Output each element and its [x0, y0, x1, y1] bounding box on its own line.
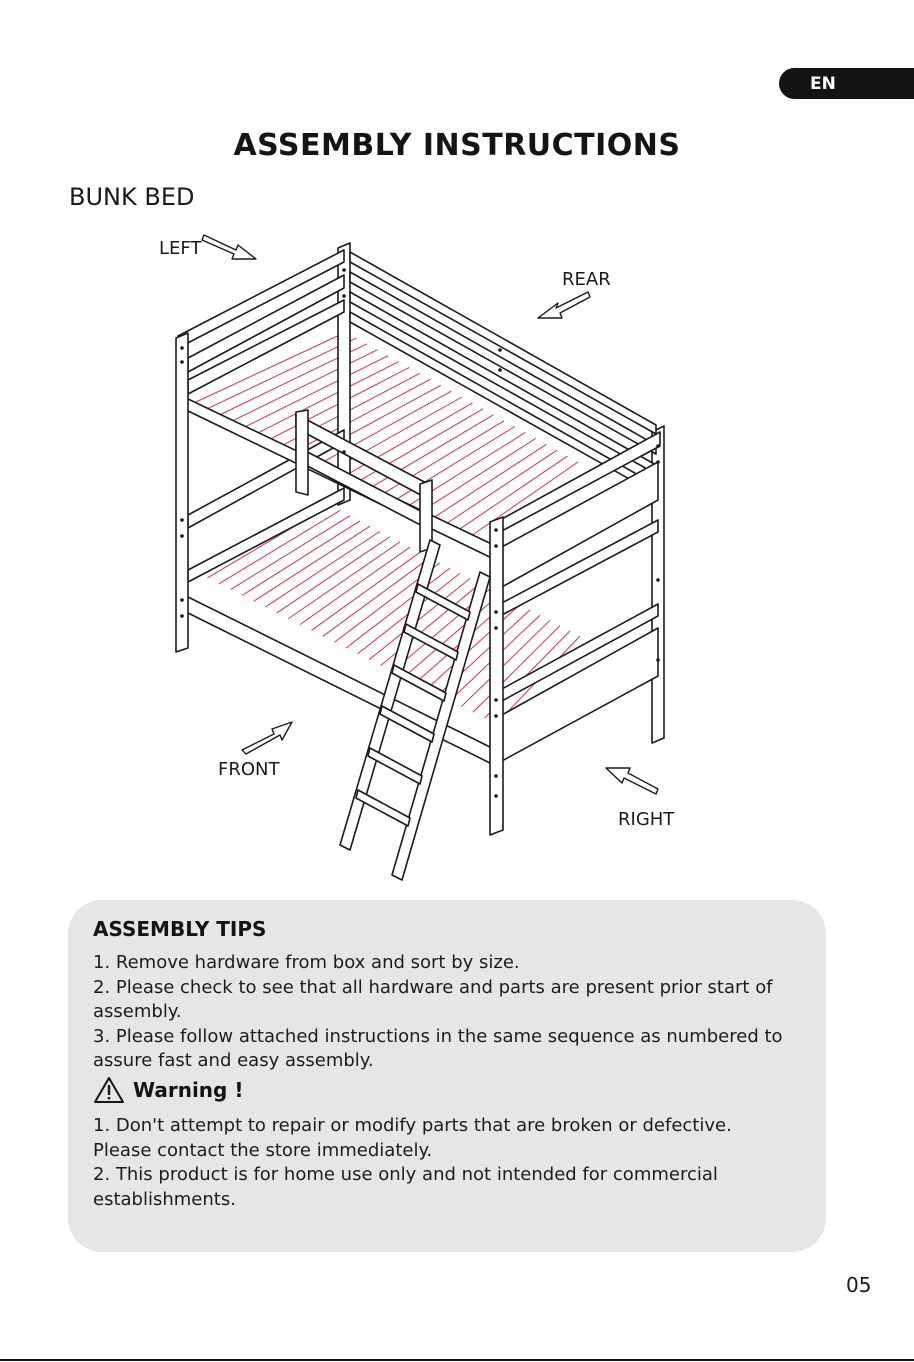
- tip-item: 3. Please follow attached instructions in the same sequence as numbered to assure fast and easy assembly.: [93, 1025, 783, 1071]
- warning-heading: [93, 1075, 243, 1105]
- bottom-divider: [0, 1359, 914, 1361]
- page-title: ASSEMBLY INSTRUCTIONS: [233, 128, 681, 163]
- tips-list: [93, 951, 803, 1074]
- assembly-tips-box: [68, 900, 826, 1252]
- page-number: 05: [846, 1273, 872, 1297]
- language-tab-label: EN: [810, 73, 836, 94]
- tip-item: 2. Please check to see that all hardware and parts are present prior start of assembly.: [93, 976, 773, 1022]
- label-front: FRONT: [218, 759, 280, 780]
- label-rear: REAR: [562, 269, 611, 290]
- tips-title: ASSEMBLY TIPS: [93, 917, 267, 941]
- language-tab: [779, 68, 914, 99]
- bunk-bed-diagram: [140, 225, 700, 890]
- warning-list: [93, 1114, 803, 1212]
- warning-item: 1. Don't attempt to repair or modify parts that are broken or defective.: [93, 1115, 732, 1136]
- warning-title: Warning !: [133, 1078, 244, 1102]
- warning-item: Please contact the store immediately.: [93, 1139, 433, 1161]
- slat: [258, 362, 399, 433]
- product-name: BUNK BED: [69, 183, 195, 211]
- warning-triangle-icon: [93, 1076, 125, 1104]
- slat: [245, 356, 388, 427]
- label-left: LEFT: [159, 238, 202, 259]
- warning-item: 2. This product is for home use only and not intended for commercial establishments.: [93, 1164, 718, 1210]
- tip-item: 1. Remove hardware from box and sort by size.: [93, 952, 520, 973]
- label-right: RIGHT: [618, 809, 675, 830]
